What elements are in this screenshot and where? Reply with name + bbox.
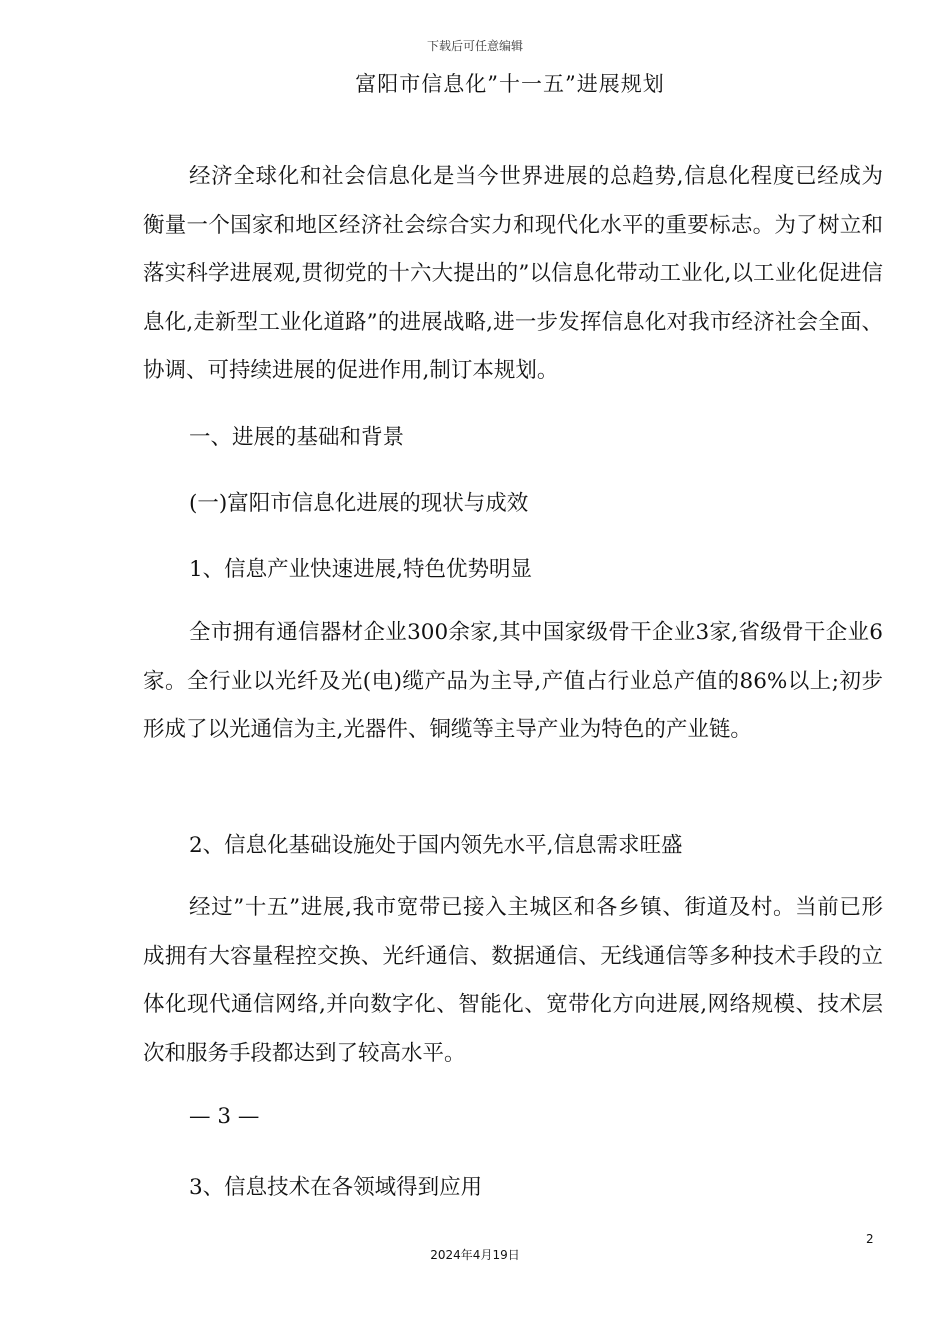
item-heading-3: 3、信息技术在各领域得到应用 (189, 1175, 483, 1200)
infrastructure-paragraph-block (143, 884, 883, 1078)
infrastructure-paragraph: 经过”十五”进展,我市宽带已接入主城区和各乡镇、街道及村。当前已形成拥有大容量程控交换、光纤通信、数据通信、无线通信等多种技术手段的立体化现代通信网络,并向数字化、智能化、宽带化方向进展,网络规模、技术层次和服务手段都达到了较高水平。 (143, 895, 883, 1066)
inner-page-marker: — 3 — (189, 1104, 260, 1129)
document-title: 富阳市信息化”十一五”进展规划 (355, 72, 665, 96)
header-note: 下载后可任意编辑 (426, 39, 523, 53)
intro-paragraph-block (143, 153, 883, 396)
footer-date: 2024年4月19日 (430, 1248, 520, 1262)
industry-paragraph-block (143, 609, 883, 755)
intro-paragraph: 经济全球化和社会信息化是当今世界进展的总趋势,信息化程度已经成为衡量一个国家和地区经济社会综合实力和现代化水平的重要标志。为了树立和落实科学进展观,贯彻党的十六大提出的”以信息化带动工业化,以工业化促进信息化,走新型工业化道路”的进展战略,进一步发挥信息化对我市经济社会全面、协调、可持续进展的促进作用,制订本规划。 (143, 164, 883, 383)
subsection-heading-1: (一)富阳市信息化进展的现状与成效 (189, 491, 529, 516)
item-heading-1: 1、信息产业快速进展,特色优势明显 (189, 557, 533, 582)
page-number: 2 (866, 1232, 874, 1246)
industry-paragraph: 全市拥有通信器材企业300余家,其中国家级骨干企业3家,省级骨干企业6家。全行业以光纤及光(电)缆产品为主导,产值占行业总产值的86%以上;初步形成了以光通信为主,光器件、铜缆等主导产业为特色的产业链。 (143, 620, 883, 742)
item-heading-2: 2、信息化基础设施处于国内领先水平,信息需求旺盛 (189, 833, 683, 858)
section-heading-1: 一、进展的基础和背景 (189, 425, 405, 450)
